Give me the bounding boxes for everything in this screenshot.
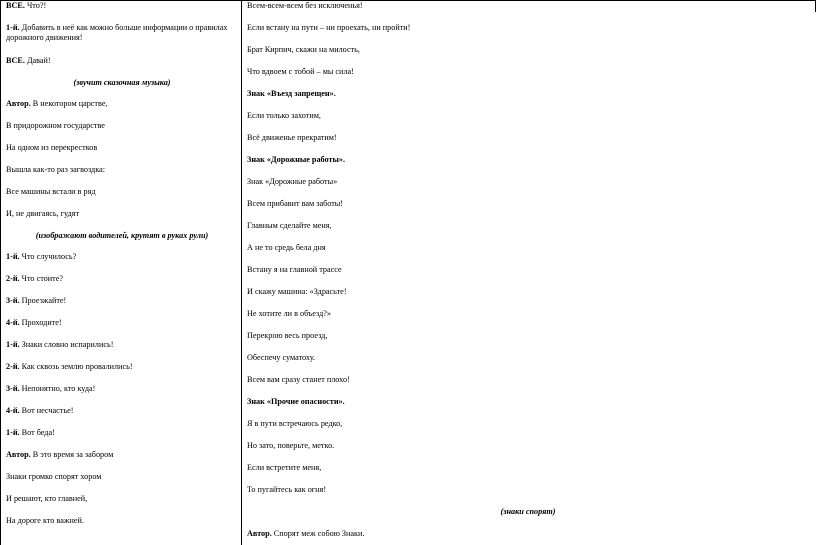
script-line: Но зато, поверьте, метко. bbox=[247, 441, 335, 450]
script-line: Брат Кирпич, скажи на милость, bbox=[247, 45, 360, 54]
script-line: А не то средь бела дня bbox=[247, 243, 326, 252]
script-line bbox=[6, 428, 55, 438]
script-line: И решают, кто главней, bbox=[6, 494, 88, 503]
script-line bbox=[6, 23, 238, 43]
speaker-label: 1-й. bbox=[6, 428, 20, 437]
speaker-label: ВСЕ. bbox=[6, 56, 25, 65]
script-line: Всем-всем-всем без исключенья! bbox=[247, 1, 363, 10]
script-line bbox=[6, 318, 62, 328]
script-line: Всем вам сразу станет плохо! bbox=[247, 375, 350, 384]
sign-heading: Знак «Въезд запрещен». bbox=[247, 89, 336, 98]
table-column-divider bbox=[241, 0, 242, 545]
speaker-label: 2-й. bbox=[6, 274, 20, 283]
line-text: Спорят меж собою Знаки. bbox=[271, 529, 365, 538]
speaker-label: Автор. bbox=[6, 99, 31, 108]
script-line: Обеспечу суматоху. bbox=[247, 353, 316, 362]
script-line bbox=[6, 1, 46, 11]
speaker-label: Автор. bbox=[6, 450, 31, 459]
script-line bbox=[6, 450, 113, 460]
script-line bbox=[6, 340, 113, 350]
table-border-left bbox=[0, 0, 1, 545]
line-text: Давай! bbox=[24, 56, 51, 65]
line-text: В это время за забором bbox=[30, 450, 114, 459]
script-line bbox=[6, 406, 73, 416]
script-line: Главным сделайте меня, bbox=[247, 221, 332, 230]
script-line: В придорожном государстве bbox=[6, 121, 105, 130]
script-line bbox=[6, 384, 95, 394]
speaker-label: 1-й. bbox=[6, 252, 20, 261]
script-line: Если встану на пути – ни проехать, ни пройти! bbox=[247, 23, 411, 32]
script-line: На одном из перекрестков bbox=[6, 143, 98, 152]
script-line: Если только захотим, bbox=[247, 111, 321, 120]
script-line: Не хотите ли в объезд?» bbox=[247, 309, 332, 318]
script-line: Я в пути встречаюсь редко, bbox=[247, 419, 343, 428]
line-text: Проезжайте! bbox=[19, 296, 67, 305]
script-line: И скажу машина: «Здрасьте! bbox=[247, 287, 347, 296]
line-text: Непонятно, кто куда! bbox=[19, 384, 96, 393]
sign-heading: Знак «Дорожные работы». bbox=[247, 155, 346, 164]
speaker-label: ВСЕ. bbox=[6, 1, 25, 10]
script-line: Вышла как-то раз загвоздка: bbox=[6, 165, 105, 174]
script-line bbox=[6, 362, 133, 372]
script-line: Все машины встали в ряд bbox=[6, 187, 96, 196]
stage-direction: (знаки спорят) bbox=[500, 507, 556, 516]
speaker-label: 4-й. bbox=[6, 318, 20, 327]
script-line: Всем прибавит вам заботы! bbox=[247, 199, 344, 208]
script-line bbox=[6, 99, 108, 109]
speaker-label: 1-й. bbox=[6, 23, 20, 32]
speaker-label: 4-й. bbox=[6, 406, 20, 415]
line-text: Что?! bbox=[24, 1, 47, 10]
sign-heading: Знак «Прочие опасности». bbox=[247, 397, 345, 406]
stage-direction: (звучит сказочная музыка) bbox=[73, 78, 171, 87]
speaker-label: 2-й. bbox=[6, 362, 20, 371]
speaker-label: 3-й. bbox=[6, 296, 20, 305]
script-line: Знак «Дорожные работы» bbox=[247, 177, 338, 186]
script-line bbox=[6, 296, 66, 306]
speaker-label: 3-й. bbox=[6, 384, 20, 393]
stage-direction: (изображают водителей, крутят в руках рули) bbox=[35, 231, 209, 240]
script-line: Если встретите меня, bbox=[247, 463, 322, 472]
script-line: Перекрою весь проезд, bbox=[247, 331, 328, 340]
script-line: То пугайтесь как огня! bbox=[247, 485, 327, 494]
line-text: Проходите! bbox=[19, 318, 62, 327]
script-line: И, не двигаясь, гудят bbox=[6, 209, 80, 218]
line-text: Как сквозь землю провалились! bbox=[19, 362, 133, 371]
line-text: В некотором царстве, bbox=[30, 99, 108, 108]
script-line: Что вдвоем с тобой – мы сила! bbox=[247, 67, 354, 76]
line-text: Добавить в неё как можно больше информации о правилах дорожного движения! bbox=[6, 23, 228, 42]
script-line bbox=[6, 274, 63, 284]
line-text: Что случилось? bbox=[19, 252, 77, 261]
script-line bbox=[247, 529, 364, 539]
script-line: Встану я на главной трассе bbox=[247, 265, 342, 274]
table-border-top bbox=[0, 0, 816, 1]
line-text: Знаки словно испарились! bbox=[19, 340, 114, 349]
script-line bbox=[6, 252, 76, 262]
speaker-label: Автор. bbox=[247, 529, 272, 538]
script-line: На дороге кто важней. bbox=[6, 516, 84, 525]
line-text: Вот беда! bbox=[19, 428, 55, 437]
line-text: Что стоите? bbox=[19, 274, 63, 283]
script-line: Знаки громко спорят хором bbox=[6, 472, 102, 481]
line-text: Вот несчастье! bbox=[19, 406, 74, 415]
script-line: Всё движенье прекратим! bbox=[247, 133, 337, 142]
speaker-label: 1-й. bbox=[6, 340, 20, 349]
script-line bbox=[6, 56, 51, 66]
